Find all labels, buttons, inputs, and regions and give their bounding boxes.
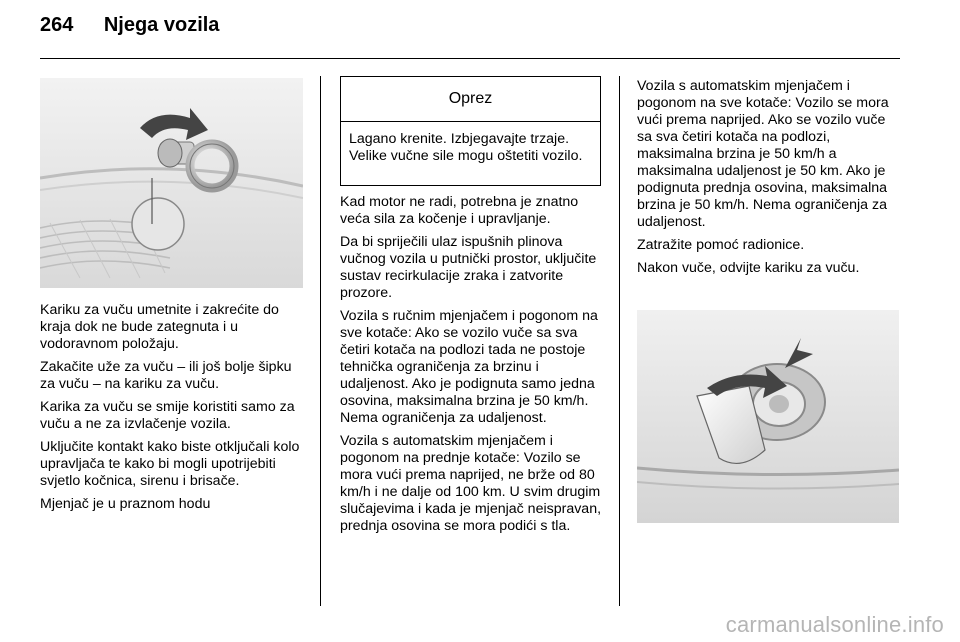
paragraph: Da bi spriječili ulaz ispušnih plinova vučnog vozila u putnički prostor, uključite sustav recirkulacije zraka i zatvorite prozore. bbox=[340, 234, 597, 301]
paragraph: Vozila s automatskim mjenjačem i pogonom na prednje kotače: Vozilo se mora vući prema naprijed, ne brže od 80 km/h i ne dalje od 100 km. U svim drugim slučajevima i kada je mjenjač neispravan, prednja osovina se mora podići s tla. bbox=[340, 433, 602, 534]
paragraph: Zakačite uže za vuču – ili još bolje šipku za vuču – na kariku za vuču. bbox=[40, 359, 292, 392]
bumper-cover-illustration bbox=[637, 310, 899, 523]
paragraph: Karika za vuču se smije koristiti samo za vuču a ne za izvlačenje vozila. bbox=[40, 399, 295, 432]
left-column-text bbox=[40, 302, 304, 519]
paragraph: Vozila s automatskim mjenjačem i pogonom na sve kotače: Vozilo se mora vući prema naprijed. Ako se vozilo vuče sa sva četiri kotača na podlozi, maksimalna brzina je 50 km/h a maksimalna udaljenost je 50 km. Ako je podignuta prednja osovina, maksimalna brzina je 50 km/h. Nema ograničenja za udaljenost. bbox=[637, 78, 889, 230]
paragraph: Zatražite pomoć radionice. bbox=[637, 237, 805, 253]
column-divider-1 bbox=[320, 76, 321, 606]
right-column-text bbox=[637, 78, 901, 283]
page-header bbox=[40, 14, 219, 44]
paragraph: Uključite kontakt kako biste otključali kolo upravljača te kako bi mogli upotrijebiti svjetlo kočnica, sirenu i brisače. bbox=[40, 439, 300, 489]
section-title: Njega vozila bbox=[103, 14, 220, 36]
paragraph: Kariku za vuču umetnite i zakrećite do kraja dok ne bude zategnuta i u vodoravnom položaju. bbox=[40, 302, 279, 352]
column-divider-2 bbox=[619, 76, 620, 606]
caution-box bbox=[340, 76, 601, 186]
middle-column-text bbox=[340, 194, 604, 541]
caution-text: Lagano krenite. Izbjegavajte trzaje. Velike vučne sile mogu oštetiti vozilo. bbox=[349, 131, 583, 164]
watermark: carmanualsonline.info bbox=[725, 612, 944, 637]
paragraph: Kad motor ne radi, potrebna je znatno veća sila za kočenje i upravljanje. bbox=[340, 194, 579, 227]
paragraph: Nakon vuče, odvijte kariku za vuču. bbox=[637, 260, 860, 276]
page-number: 264 bbox=[40, 14, 74, 36]
paragraph: Vozila s ručnim mjenjačem i pogonom na sve kotače: Ako se vozilo vuče sa sva četiri kotača na podlozi tada ne postoje tehnička ograničenja za brzinu i udaljenost. Ako je podignuta samo jedna osovina, maksimalna brzina je 50 km/h. Nema ograničenja za udaljenost. bbox=[340, 308, 598, 426]
header-divider bbox=[40, 58, 900, 59]
paragraph: Mjenjač je u praznom hodu bbox=[40, 496, 211, 512]
towing-eye-install-illustration bbox=[40, 78, 303, 288]
caution-title: Oprez bbox=[341, 77, 600, 122]
